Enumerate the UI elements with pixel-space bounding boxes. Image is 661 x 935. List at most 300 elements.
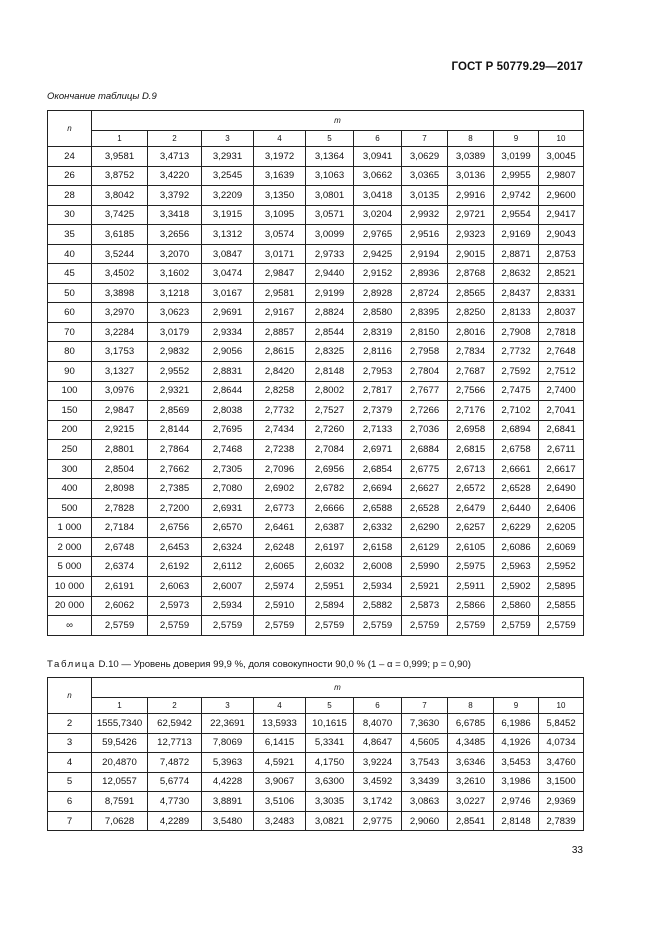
table-row: [48, 147, 584, 167]
value-cell: 3,3792: [148, 186, 202, 206]
value-cell: 2,6461: [254, 518, 306, 538]
value-cell: 2,6086: [494, 537, 539, 557]
value-cell: 2,7096: [254, 459, 306, 479]
n-cell: 100: [48, 381, 92, 401]
value-cell: 3,0821: [306, 811, 354, 831]
value-cell: 4,0734: [539, 733, 584, 753]
value-cell: 2,9425: [354, 244, 402, 264]
m-header: m: [92, 678, 584, 698]
value-cell: 2,6758: [494, 440, 539, 460]
value-cell: 2,7176: [448, 401, 494, 421]
column-header: 10: [539, 698, 584, 714]
value-cell: 8,7591: [92, 792, 148, 812]
value-cell: 4,8647: [354, 733, 402, 753]
value-cell: 2,6387: [306, 518, 354, 538]
table-row: [48, 205, 584, 225]
n-cell: 7: [48, 811, 92, 831]
value-cell: 2,6158: [354, 537, 402, 557]
value-cell: 2,6007: [202, 577, 254, 597]
table-row: [48, 753, 584, 773]
column-header: 6: [354, 698, 402, 714]
n-cell: 26: [48, 166, 92, 186]
value-cell: 4,1926: [494, 733, 539, 753]
value-cell: 2,9691: [202, 303, 254, 323]
value-cell: 2,8133: [494, 303, 539, 323]
value-cell: 2,9167: [254, 303, 306, 323]
m-header: m: [92, 111, 584, 131]
value-cell: 2,6815: [448, 440, 494, 460]
table-row: [48, 166, 584, 186]
value-cell: 2,9721: [448, 205, 494, 225]
value-cell: 3,1639: [254, 166, 306, 186]
value-cell: 3,0179: [148, 322, 202, 342]
table-row: [48, 362, 584, 382]
value-cell: 4,2289: [148, 811, 202, 831]
value-cell: 2,6570: [202, 518, 254, 538]
value-cell: 2,5952: [539, 557, 584, 577]
value-cell: 2,6528: [494, 479, 539, 499]
value-cell: 2,9169: [494, 225, 539, 245]
value-cell: 2,5911: [448, 577, 494, 597]
value-cell: 2,6479: [448, 498, 494, 518]
value-cell: 2,7566: [448, 381, 494, 401]
value-cell: 2,6105: [448, 537, 494, 557]
value-cell: 2,9152: [354, 264, 402, 284]
table-row: [48, 322, 584, 342]
value-cell: 3,0045: [539, 147, 584, 167]
n-cell: 10 000: [48, 577, 92, 597]
value-cell: 2,7266: [402, 401, 448, 421]
table-row: [48, 401, 584, 421]
value-cell: 2,7102: [494, 401, 539, 421]
value-cell: 2,5934: [354, 577, 402, 597]
value-cell: 2,5902: [494, 577, 539, 597]
value-cell: 2,7953: [354, 362, 402, 382]
value-cell: 3,5244: [92, 244, 148, 264]
value-cell: 20,4870: [92, 753, 148, 773]
value-cell: 3,1218: [148, 283, 202, 303]
value-cell: 2,5973: [148, 596, 202, 616]
n-cell: 30: [48, 205, 92, 225]
table-row: [48, 283, 584, 303]
value-cell: 2,9807: [539, 166, 584, 186]
value-cell: 2,6884: [402, 440, 448, 460]
value-cell: 2,8857: [254, 322, 306, 342]
value-cell: 2,9334: [202, 322, 254, 342]
value-cell: 2,9955: [494, 166, 539, 186]
value-cell: 2,9060: [402, 811, 448, 831]
table-caption-text: D.10 — Уровень доверия 99,9 %, доля совокупности 90,0 % (1 – α = 0,999; p = 0,90): [98, 659, 471, 670]
value-cell: 2,7305: [202, 459, 254, 479]
value-cell: 5,6774: [148, 772, 202, 792]
value-cell: 3,0574: [254, 225, 306, 245]
value-cell: 8,4070: [354, 714, 402, 734]
value-cell: 2,6956: [306, 459, 354, 479]
value-cell: 2,5974: [254, 577, 306, 597]
value-cell: 2,5759: [92, 616, 148, 636]
value-cell: 2,8148: [306, 362, 354, 382]
value-cell: 2,8002: [306, 381, 354, 401]
value-cell: 3,1364: [306, 147, 354, 167]
value-cell: 3,0941: [354, 147, 402, 167]
column-header: 7: [402, 131, 448, 147]
value-cell: 2,9600: [539, 186, 584, 206]
value-cell: 3,1500: [539, 772, 584, 792]
column-number-row: [48, 698, 584, 714]
value-cell: 2,7908: [494, 322, 539, 342]
column-header: 7: [402, 698, 448, 714]
table-row: [48, 498, 584, 518]
value-cell: 2,7385: [148, 479, 202, 499]
value-cell: 2,5990: [402, 557, 448, 577]
value-cell: 3,1742: [354, 792, 402, 812]
value-cell: 2,6931: [202, 498, 254, 518]
value-cell: 2,8768: [448, 264, 494, 284]
column-header: 8: [448, 131, 494, 147]
n-cell: 90: [48, 362, 92, 382]
value-cell: 3,3439: [402, 772, 448, 792]
value-cell: 3,2284: [92, 322, 148, 342]
value-cell: 2,5921: [402, 577, 448, 597]
value-cell: 2,9847: [254, 264, 306, 284]
value-cell: 3,0629: [402, 147, 448, 167]
value-cell: 2,8037: [539, 303, 584, 323]
table-row: [48, 811, 584, 831]
value-cell: 3,1602: [148, 264, 202, 284]
value-cell: 2,7687: [448, 362, 494, 382]
value-cell: 2,6958: [448, 420, 494, 440]
value-cell: 3,0474: [202, 264, 254, 284]
n-cell: 4: [48, 753, 92, 773]
n-cell: 150: [48, 401, 92, 421]
n-cell: 200: [48, 420, 92, 440]
value-cell: 2,9552: [148, 362, 202, 382]
table-row: [48, 518, 584, 538]
table-row: [48, 479, 584, 499]
value-cell: 3,0099: [306, 225, 354, 245]
value-cell: 3,8042: [92, 186, 148, 206]
value-cell: 4,4228: [202, 772, 254, 792]
page-number: 33: [571, 845, 583, 856]
value-cell: 3,5453: [494, 753, 539, 773]
value-cell: 2,9746: [494, 792, 539, 812]
value-cell: 2,8420: [254, 362, 306, 382]
value-cell: 2,9733: [306, 244, 354, 264]
value-cell: 3,0136: [448, 166, 494, 186]
n-cell: 60: [48, 303, 92, 323]
column-header: 9: [494, 698, 539, 714]
value-cell: 2,6775: [402, 459, 448, 479]
value-cell: 2,5855: [539, 596, 584, 616]
value-cell: 2,5882: [354, 596, 402, 616]
table-row: [48, 557, 584, 577]
table-row: [48, 459, 584, 479]
n-cell: 24: [48, 147, 92, 167]
value-cell: 3,9581: [92, 147, 148, 167]
value-cell: 2,7818: [539, 322, 584, 342]
value-cell: 2,7184: [92, 518, 148, 538]
value-cell: 2,9932: [402, 205, 448, 225]
value-cell: 4,1750: [306, 753, 354, 773]
value-cell: 2,7475: [494, 381, 539, 401]
value-cell: 3,5106: [254, 792, 306, 812]
value-cell: 3,0863: [402, 792, 448, 812]
value-cell: 2,7662: [148, 459, 202, 479]
value-cell: 4,7730: [148, 792, 202, 812]
value-cell: 2,5759: [448, 616, 494, 636]
table-row: [48, 186, 584, 206]
value-cell: 3,1327: [92, 362, 148, 382]
n-cell: 50: [48, 283, 92, 303]
value-cell: 2,7828: [92, 498, 148, 518]
value-cell: 3,3035: [306, 792, 354, 812]
value-cell: 22,3691: [202, 714, 254, 734]
value-cell: 2,8824: [306, 303, 354, 323]
n-cell: 2 000: [48, 537, 92, 557]
value-cell: 2,7468: [202, 440, 254, 460]
value-cell: 2,6773: [254, 498, 306, 518]
value-cell: 2,6854: [354, 459, 402, 479]
value-cell: 2,8569: [148, 401, 202, 421]
value-cell: 3,2545: [202, 166, 254, 186]
value-cell: 2,6756: [148, 518, 202, 538]
value-cell: 2,6063: [148, 577, 202, 597]
value-cell: 3,9067: [254, 772, 306, 792]
value-cell: 3,1986: [494, 772, 539, 792]
table-row: [48, 342, 584, 362]
column-header: 10: [539, 131, 584, 147]
value-cell: 2,5759: [402, 616, 448, 636]
value-cell: 2,6490: [539, 479, 584, 499]
value-cell: 12,0557: [92, 772, 148, 792]
column-header: 6: [354, 131, 402, 147]
value-cell: 3,0227: [448, 792, 494, 812]
table-row: [48, 381, 584, 401]
value-cell: 2,6406: [539, 498, 584, 518]
value-cell: 2,6192: [148, 557, 202, 577]
value-cell: 2,7400: [539, 381, 584, 401]
value-cell: 7,0628: [92, 811, 148, 831]
value-cell: 2,7527: [306, 401, 354, 421]
value-cell: 2,5759: [494, 616, 539, 636]
column-header: 5: [306, 698, 354, 714]
value-cell: 2,8116: [354, 342, 402, 362]
value-cell: 2,6374: [92, 557, 148, 577]
n-cell: 80: [48, 342, 92, 362]
value-cell: 2,7677: [402, 381, 448, 401]
value-cell: 2,6229: [494, 518, 539, 538]
value-cell: 59,5426: [92, 733, 148, 753]
n-cell: 70: [48, 322, 92, 342]
value-cell: 2,8098: [92, 479, 148, 499]
value-cell: 3,4713: [148, 147, 202, 167]
value-cell: 2,7260: [306, 420, 354, 440]
value-cell: 2,5759: [148, 616, 202, 636]
column-header: 3: [202, 131, 254, 147]
value-cell: 2,5975: [448, 557, 494, 577]
value-cell: 2,7695: [202, 420, 254, 440]
value-cell: 2,9323: [448, 225, 494, 245]
value-cell: 3,0801: [306, 186, 354, 206]
table-d10-caption: [47, 659, 471, 670]
table-row: [48, 616, 584, 636]
value-cell: 10,1615: [306, 714, 354, 734]
value-cell: 3,4502: [92, 264, 148, 284]
value-cell: 3,0662: [354, 166, 402, 186]
value-cell: 3,0204: [354, 205, 402, 225]
value-cell: 2,7958: [402, 342, 448, 362]
value-cell: 2,8565: [448, 283, 494, 303]
value-cell: 2,6694: [354, 479, 402, 499]
value-cell: 3,1915: [202, 205, 254, 225]
n-cell: 3: [48, 733, 92, 753]
column-header: 4: [254, 131, 306, 147]
n-cell: 400: [48, 479, 92, 499]
value-cell: 6,1415: [254, 733, 306, 753]
value-cell: 3,3898: [92, 283, 148, 303]
value-cell: 5,3341: [306, 733, 354, 753]
value-cell: 2,7200: [148, 498, 202, 518]
value-cell: 2,8325: [306, 342, 354, 362]
value-cell: 3,1312: [202, 225, 254, 245]
value-cell: 3,2483: [254, 811, 306, 831]
value-cell: 3,4592: [354, 772, 402, 792]
n-cell: 20 000: [48, 596, 92, 616]
value-cell: 2,6290: [402, 518, 448, 538]
value-cell: 2,7036: [402, 420, 448, 440]
value-cell: 2,7434: [254, 420, 306, 440]
value-cell: 2,6661: [494, 459, 539, 479]
value-cell: 2,7732: [254, 401, 306, 421]
value-cell: 2,6841: [539, 420, 584, 440]
value-cell: 5,8452: [539, 714, 584, 734]
column-number-row: [48, 131, 584, 147]
value-cell: 2,6627: [402, 479, 448, 499]
value-cell: 2,8801: [92, 440, 148, 460]
value-cell: 2,6129: [402, 537, 448, 557]
value-cell: 2,9321: [148, 381, 202, 401]
value-cell: 3,4220: [148, 166, 202, 186]
value-cell: 3,5480: [202, 811, 254, 831]
table-row: [48, 537, 584, 557]
value-cell: 2,6711: [539, 440, 584, 460]
value-cell: 3,0847: [202, 244, 254, 264]
value-cell: 2,5873: [402, 596, 448, 616]
value-cell: 2,6894: [494, 420, 539, 440]
value-cell: 2,6713: [448, 459, 494, 479]
value-cell: 2,6588: [354, 498, 402, 518]
n-header: n: [48, 111, 92, 147]
value-cell: 2,8437: [494, 283, 539, 303]
value-cell: 2,6528: [402, 498, 448, 518]
value-cell: 2,6971: [354, 440, 402, 460]
value-cell: 3,0623: [148, 303, 202, 323]
value-cell: 7,3630: [402, 714, 448, 734]
value-cell: 3,2931: [202, 147, 254, 167]
value-cell: 2,8144: [148, 420, 202, 440]
value-cell: 2,5759: [539, 616, 584, 636]
value-cell: 2,8331: [539, 283, 584, 303]
value-cell: 2,9742: [494, 186, 539, 206]
table-row: [48, 792, 584, 812]
value-cell: 2,8644: [202, 381, 254, 401]
n-cell: 5 000: [48, 557, 92, 577]
value-cell: 3,4760: [539, 753, 584, 773]
table-row: [48, 244, 584, 264]
table-row: [48, 303, 584, 323]
value-cell: 2,5759: [202, 616, 254, 636]
value-cell: 2,8871: [494, 244, 539, 264]
value-cell: 2,5866: [448, 596, 494, 616]
value-cell: 3,8752: [92, 166, 148, 186]
value-cell: 2,8580: [354, 303, 402, 323]
column-header: 9: [494, 131, 539, 147]
table-d10: [47, 677, 584, 831]
table-caption-prefix: Таблица: [47, 659, 96, 670]
value-cell: 2,9554: [494, 205, 539, 225]
value-cell: 3,2970: [92, 303, 148, 323]
value-cell: 2,7238: [254, 440, 306, 460]
n-cell: 35: [48, 225, 92, 245]
value-cell: 2,9847: [92, 401, 148, 421]
value-cell: 2,9199: [306, 283, 354, 303]
value-cell: 2,9015: [448, 244, 494, 264]
value-cell: 2,5934: [202, 596, 254, 616]
value-cell: 2,9832: [148, 342, 202, 362]
value-cell: 3,8891: [202, 792, 254, 812]
n-cell: 45: [48, 264, 92, 284]
value-cell: 2,5963: [494, 557, 539, 577]
value-cell: 2,6069: [539, 537, 584, 557]
value-cell: 2,9043: [539, 225, 584, 245]
value-cell: 2,7041: [539, 401, 584, 421]
value-cell: 3,0418: [354, 186, 402, 206]
value-cell: 4,5921: [254, 753, 306, 773]
value-cell: 3,6185: [92, 225, 148, 245]
value-cell: 2,6440: [494, 498, 539, 518]
value-cell: 2,8016: [448, 322, 494, 342]
value-cell: 2,6324: [202, 537, 254, 557]
value-cell: 2,8258: [254, 381, 306, 401]
value-cell: 3,2209: [202, 186, 254, 206]
value-cell: 2,8521: [539, 264, 584, 284]
value-cell: 3,1753: [92, 342, 148, 362]
value-cell: 2,7084: [306, 440, 354, 460]
value-cell: 6,6785: [448, 714, 494, 734]
value-cell: 2,8928: [354, 283, 402, 303]
value-cell: 2,5951: [306, 577, 354, 597]
value-cell: 2,8632: [494, 264, 539, 284]
value-cell: 2,8936: [402, 264, 448, 284]
value-cell: 3,1095: [254, 205, 306, 225]
value-cell: 1555,7340: [92, 714, 148, 734]
value-cell: 2,9775: [354, 811, 402, 831]
table-row: [48, 264, 584, 284]
value-cell: 2,5894: [306, 596, 354, 616]
table-row: [48, 420, 584, 440]
value-cell: 13,5933: [254, 714, 306, 734]
value-cell: 2,8395: [402, 303, 448, 323]
value-cell: 2,5759: [354, 616, 402, 636]
value-cell: 2,9417: [539, 205, 584, 225]
value-cell: 2,6062: [92, 596, 148, 616]
value-cell: 3,6300: [306, 772, 354, 792]
n-cell: 5: [48, 772, 92, 792]
document-header: ГОСТ Р 50779.29—2017: [451, 61, 583, 73]
value-cell: 2,6453: [148, 537, 202, 557]
value-cell: 2,6257: [448, 518, 494, 538]
value-cell: 2,6902: [254, 479, 306, 499]
